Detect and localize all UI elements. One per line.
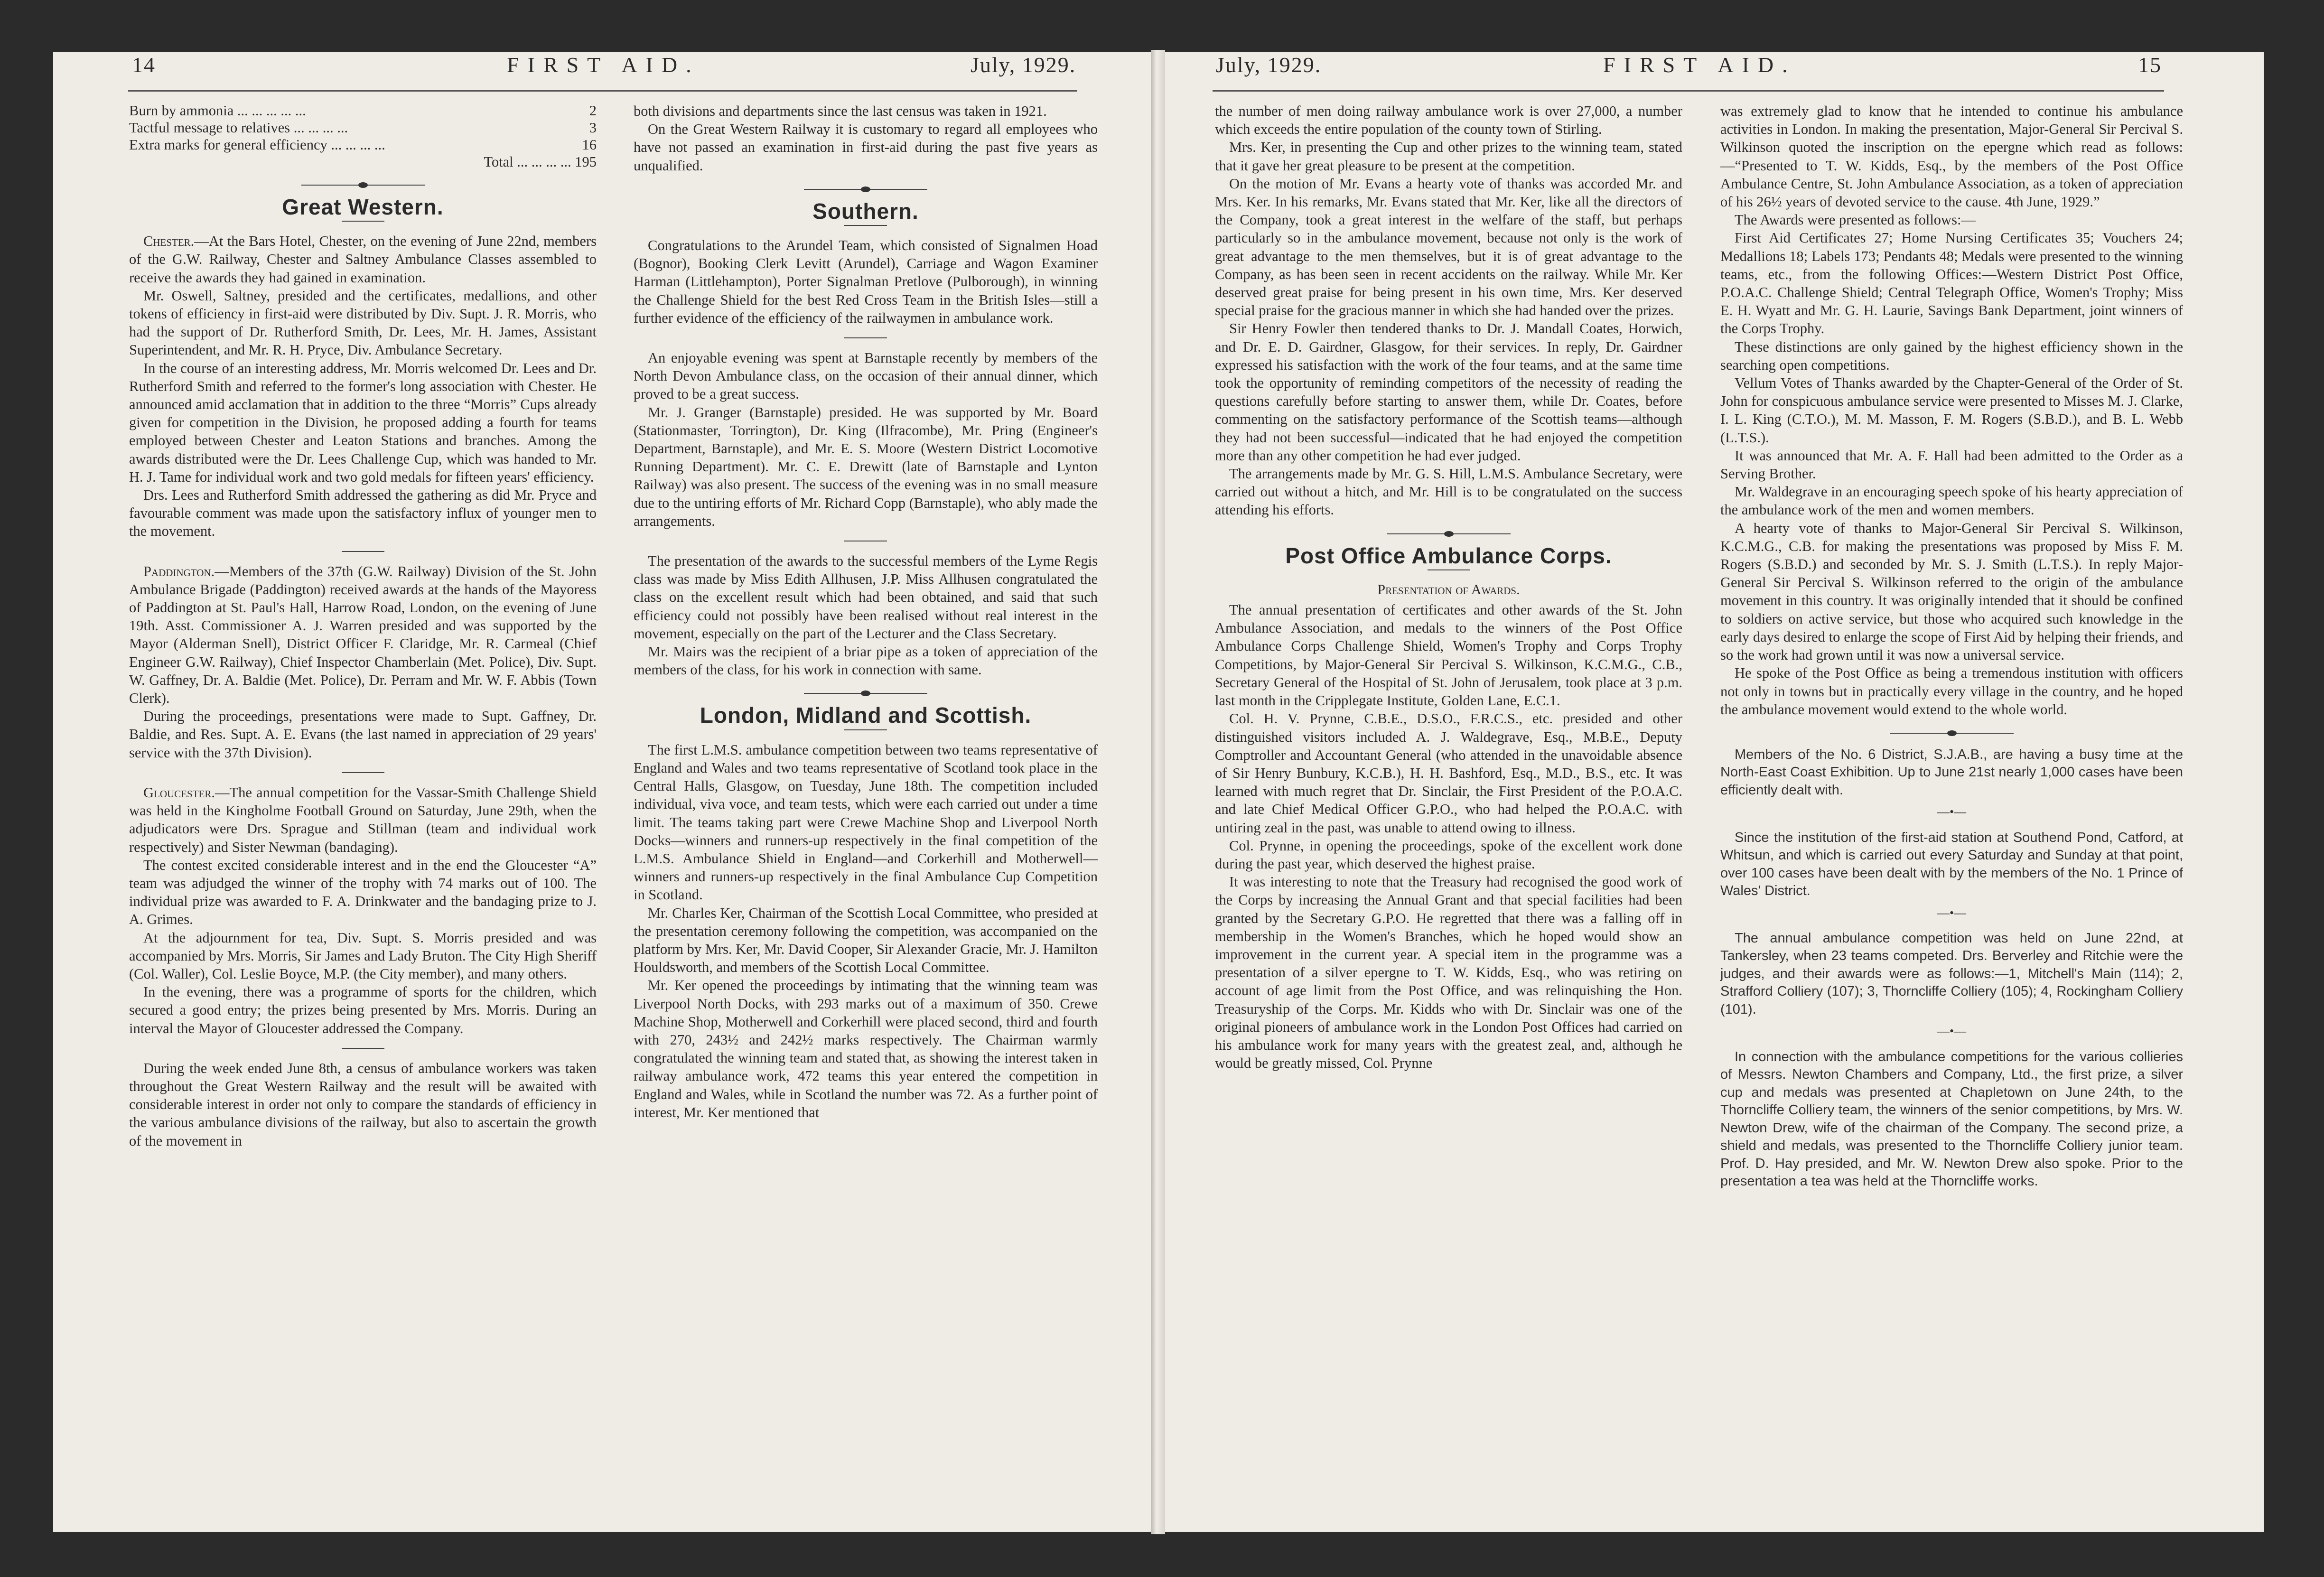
paragraph [129, 562, 597, 708]
paragraph: Mr. Mairs was the recipient of a briar pipe as a token of appreciation of the members of the class, for his work in connection with same. [634, 644, 1098, 678]
date-right: July, 1929. [1216, 53, 1322, 77]
score-value: 2 [589, 103, 597, 119]
paragraph: The contest excited considerable interest and in the end the Gloucester “A” team was adjudged the winner of the trophy with 74 marks out of 100. The individual prize was awarded to F. A. Drinkwater and the bandaging prize to J. A. Grimes. [129, 857, 597, 928]
score-total: Total ... ... ... ... 195 [484, 154, 597, 170]
short-rule [342, 1048, 384, 1049]
score-row [129, 119, 597, 136]
paragraph: both divisions and departments since the last census was taken in 1921. [634, 103, 1047, 119]
running-title-right: FIRST AID. [1603, 53, 1796, 77]
small-ornament: —•— [1937, 1024, 1967, 1038]
paragraph: Col. Prynne, in opening the proceedings, spoke of the excellent work done during the past year, which deserved the highest praise. [1215, 837, 1682, 872]
news-item: Since the institution of the first-aid station at Southend Pond, Catford, at Whitsun, and which is carried out every Saturday and Sunday at that point, over 100 cases have been dealt with by the members of the No. 1 Prince of Wales' District. [1720, 830, 2183, 899]
short-rule [342, 551, 384, 552]
paragraph: Sir Henry Fowler then tendered thanks to Dr. J. Mandall Coates, Horwich, and Dr. E. D. Gairdner, Glasgow, for their services. In reply, Dr. Gairdner expressed his satisfaction with the work of the four teams, and at the same time took the opportunity of reminding competitors of the necessity of reading the questions carefully before starting to answer them, while Dr. Coates, before commenting on the satisfactory performance of the Scottish teams—although they had not been successful—indicated that he had enjoyed the competition more than any other competition he had ever judged. [1215, 320, 1682, 464]
place-name: Chester. [143, 233, 195, 250]
paragraph: Mr. Oswell, Saltney, presided and the certificates, medallions, and other tokens of efficiency in first-aid were distributed by Div. Supt. J. R. Morris, who had the support of Dr. Rutherford Smith, Dr. Lees, Mr. H. James, Assistant Superintendent, and Mr. R. H. Pryce, Div. Ambulance Secretary. [129, 287, 597, 358]
section-heading: Great Western. [282, 195, 444, 219]
score-label: Tactful message to relatives ... ... ... ... [129, 120, 348, 136]
paragraph: Mr. Charles Ker, Chairman of the Scottish Local Committee, who presided at the presentation ceremony following the competition, was accompanied on the platform by Mrs. Ker, Mr. David Cooper, Sir Alexander Gracie, Mr. J. Hamilton Houldsworth, and members of the Scottish Local Committee. [634, 905, 1098, 976]
paragraph-text: —Members of the 37th (G.W. Railway) Division of the St. John Ambulance Brigade (Paddington) received awards at the hands of the Mayoress of Paddington at St. Paul's Hall, Harrow Road, London, on the evening of June 19th. Asst. Commissioner A. J. Warren presided and was supported by the Mayor (Alderman Snell), District Officer F. Claridge, Mr. R. Carmeal (Chief Engineer G.W. Railway), Chief Inspector Chamberlain (Met. Police), Div. Supt. W. Gaffney, Dr. A. Baldie (Met. Police), Dr. Perram and Mr. W. F. Abbis (Town Clerk). [129, 563, 597, 707]
paragraph: At the adjournment for tea, Div. Supt. S. Morris presided and was accompanied by Mrs. Morris, Sir James and Lady Bruton. The City High Sheriff (Col. Waller), Col. Leslie Boyce, M.P. (the City member), and many others. [129, 929, 597, 982]
section-heading: Southern. [812, 198, 919, 224]
paragraph: the number of men doing railway ambulance work is over 27,000, a number which exceeds the entire population of the county town of Stirling. [1215, 103, 1682, 138]
running-title-left: FIRST AID. [507, 53, 700, 77]
paragraph: In the evening, there was a programme of sports for the children, which secured a good entry; the prizes being presented by Mrs. Morris. During an interval the Mayor of Gloucester addressed the Company. [129, 984, 597, 1036]
section-heading: Post Office Ambulance Corps. [1285, 543, 1612, 568]
paragraph: Congratulations to the Arundel Team, which consisted of Signalmen Hoad (Bognor), Booking Clerk Levitt (Arundel), Carriage and Wagon Examiner Harman (Littlehampton), Porter Signalman Pretlove (Pulborough), in winning the Challenge Shield for the best Red Cross Team in the British Isles—still a further evidence of the efficiency of the railwaymen in ambulance work. [634, 237, 1098, 326]
left-column-1 [129, 102, 597, 1150]
paragraph: In the course of an interesting address, Mr. Morris welcomed Dr. Lees and Dr. Rutherford Smith and referred to the former's long association with Chester. He announced amid acclamation that in addition to the three “Morris” Cups already given for competition in the Division, he proposed adding a fourth for teams employed between Chester and Leaton Stations and branches. Among the awards distributed were the Dr. Lees Challenge Cup, which was handed to Mr. H. J. Tame for individual work and two gold medals for fifteen years' efficiency. [129, 360, 597, 485]
paragraph: An enjoyable evening was spent at Barnstaple recently by members of the North Devon Ambulance class, on the occasion of their annual dinner, which proved to be a great success. [634, 350, 1098, 402]
header-rule-right [1213, 90, 2164, 92]
paragraph: On the motion of Mr. Evans a hearty vote of thanks was accorded Mr. and Mrs. Ker. In his remarks, Mr. Evans stated that Mr. Ker, like all the directors of the Company, took a great interest in the welfare of the staff, but perhaps particularly so in the ambulance movement, because not only is the work of great advantage to the men themselves, but it is of great advantage to the Company, as has been seen in recent accidents on the railway. While Mr. Ker deserved great praise for being present in his own time, Mrs. Ker deserved special praise for the gracious manner in which she had handed over the prizes. [1215, 175, 1682, 319]
right-column-1 [1215, 102, 1682, 1072]
paragraph-text: —At the Bars Hotel, Chester, on the evening of June 22nd, members of the G.W. Railway, Chester and Saltney Ambulance Classes assembled to receive the awards they had gained in examination. [129, 233, 597, 286]
score-row [129, 102, 597, 119]
paragraph: Mr. Waldegrave in an encouraging speech spoke of his hearty appreciation of the ambulance work of the men and women members. [1720, 484, 2183, 518]
score-label: Burn by ammonia ... ... ... ... ... [129, 103, 306, 119]
score-value: 3 [589, 120, 597, 136]
paragraph: First Aid Certificates 27; Home Nursing Certificates 35; Vouchers 24; Medallions 18; Labels 173; Pendants 48; Medals were presented to the winning teams, etc., from the following Offices:—Western District Post Office, P.O.A.C. Challenge Shield; Central Telegraph Office, Women's Trophy; Miss E. H. Wyatt and Mr. G. H. Laurie, Savings Bank Department, joint winners of the Corps Trophy. [1720, 230, 2183, 337]
short-rule [1428, 569, 1470, 570]
subheading: Presentation of Awards. [1377, 581, 1520, 597]
paragraph: The presentation of the awards to the successful members of the Lyme Regis class was made by Miss Edith Allhusen, J.P. Miss Allhusen congratulated the class on the excellent result which had been obtained, and said that such efficiency could not possibly have been realised without real interest in the movement, especially on the part of the Lecturer and the Class Secretary. [634, 553, 1098, 642]
paragraph: Col. H. V. Prynne, C.B.E., D.S.O., F.R.C.S., etc. presided and other distinguished visitors included A. J. Waldegrave, Esq., M.B.E., Deputy Comptroller and Accountant General (who attended in the unavoidable absence of Sir Henry Bunbury, K.C.B.), H. H. Bashford, Esq., M.D., B.S., etc. It was learned with much regret that Dr. Sinclair, the First President of the P.O.A.C. and late Chief Medical Officer G.P.O., who had helped the P.O.A.C. with untiring zeal in the past, was unable to attend owing to illness. [1215, 710, 1682, 836]
paragraph: Mr. Ker opened the proceedings by intimating that the winning team was Liverpool North Docks, with 293 marks out of a maximum of 350. Crewe Machine Shop, Motherwell and Corkerhill were placed second, third and fourth with 270, 243½ and 242½ marks respectively. The Chairman warmly congratulated the winning team and stated that, as showing the interest taken in railway ambulance work, 472 teams this year entered the competition in England and Wales, while in Scotland the number was 72. As a further point of interest, Mr. Ker mentioned that [634, 977, 1098, 1120]
paragraph: A hearty vote of thanks to Major-General Sir Percival S. Wilkinson, K.C.M.G., C.B. for making the presentations was proposed by Miss F. M. Rogers (S.B.D.) and seconded by Mr. S. J. Smith (L.T.S.). In reply Major-General Sir Percival S. Wilkinson referred to the origin of the ambulance movement in this country. It was originally intended that it should be confined to soldiers on active service, but those who acquired such knowledge in the early days desired to enlarge the scope of First Aid by helping their friends, and so the work had grown until it was now a universal service. [1720, 520, 2183, 663]
short-rule [844, 729, 887, 730]
paragraph: He spoke of the Post Office as being a tremendous institution with officers not only in towns but in practically every village in the country, and he hoped the ambulance movement would extend to the whole world. [1720, 665, 2183, 718]
short-rule [844, 225, 887, 226]
paragraph: The Awards were presented as follows:— [1735, 212, 1976, 228]
date-left: July, 1929. [971, 53, 1076, 77]
paragraph: was extremely glad to know that he intended to continue his ambulance activities in London. In making the presentation, Major-General Sir Percival S. Wilkinson quoted the inscription on the epergne which read as follows:—“Presented to T. W. Kidds, Esq., by the members of the Post Office Ambulance Centre, St. John Ambulance Association, as a token of appreciation of his 26½ years of devoted service to the cause. 4th June, 1929.” [1720, 103, 2183, 210]
ornament-divider [1890, 733, 2014, 734]
page-number-right: 15 [2138, 53, 2162, 77]
ornament-divider [804, 189, 927, 190]
paragraph: On the Great Western Railway it is customary to regard all employees who have not passed an examination in first-aid during the past five years as unqualified. [634, 121, 1098, 174]
paragraph: It was announced that Mr. A. F. Hall had been admitted to the Order as a Serving Brother. [1720, 447, 2183, 482]
short-rule [342, 772, 384, 773]
ornament-divider [1387, 533, 1511, 534]
right-column-2 [1720, 102, 2183, 1191]
small-ornament: —•— [1937, 905, 1967, 920]
paragraph: Mr. J. Granger (Barnstaple) presided. He was supported by Mr. Board (Stationmaster, Torrington), Dr. King (Ilfracombe), Mr. Pring (Engineer's Department, Barnstaple), and Mr. E. S. Moore (Western District Locomotive Running Department). Mr. C. E. Drewitt (late of Barnstaple and Lynton Railway) was also present. The success of the evening was in no small measure due to the untiring efforts of Mr. Richard Copp (Barnstaple), who ably made the arrangements. [634, 404, 1098, 529]
left-column-2 [634, 102, 1098, 1121]
paragraph-text: —The annual competition for the Vassar-Smith Challenge Shield was held in the Kingholme Football Ground on Saturday, June 29th, when the adjudicators were Drs. Sprague and Stillman (team and individual work respectively) and Sister Newman (bandaging). [129, 784, 597, 855]
paragraph [129, 784, 597, 856]
paragraph [129, 232, 597, 287]
place-name: Gloucester. [143, 784, 215, 801]
score-value: 16 [582, 137, 597, 153]
book-spine [1151, 50, 1165, 1534]
score-label: Extra marks for general efficiency ... ... ... ... [129, 137, 385, 153]
paragraph: The first L.M.S. ambulance competition between two teams representative of England and Wales and two teams representative of Scotland took place in the Central Halls, Glasgow, on Tuesday, June 18th. The competition included individual, viva voce, and team tests, which were each carried out under a time limit. The teams taking part were Crewe Machine Shop and Liverpool North Docks—winners and runners-up respectively in the final competition of the L.M.S. Ambulance Shield in England—and Corkerhill and Motherwell—winners and runners-up respectively in the final Ambulance Cup Competition in Scotland. [634, 741, 1098, 903]
news-item: Members of the No. 6 District, S.J.A.B., are having a busy time at the North-East Coast Exhibition. Up to June 21st nearly 1,000 cases have been efficiently dealt with. [1720, 747, 2183, 798]
section-heading: London, Midland and Scottish. [700, 703, 1032, 728]
paragraph: During the week ended June 8th, a census of ambulance workers was taken throughout the Great Western Railway and the result will be awaited with considerable interest in order not only to compare the standards of efficiency in the various ambulance divisions of the railway, but also to ascertain the growth of the movement in [129, 1060, 597, 1149]
paragraph: During the proceedings, presentations were made to Supt. Gaffney, Dr. Baldie, and Res. Supt. A. E. Evans (the last named in appreciation of 29 years' service with the 37th Division). [129, 708, 597, 761]
news-item: The annual ambulance competition was held on June 22nd, at Tankersley, when 23 teams competed. Drs. Berverley and Ritchie were the judges, and their awards were as follows:—1, Mitchell's Main (114); 2, Strafford Colliery (107); 3, Thorncliffe Colliery (105); 4, Rockingham Colliery (101). [1720, 930, 2183, 1017]
paragraph: Drs. Lees and Rutherford Smith addressed the gathering as did Mr. Pryce and favourable comment was made upon the satisfactory influx of younger men to the movement. [129, 487, 597, 540]
score-row [129, 136, 597, 153]
paragraph: Vellum Votes of Thanks awarded by the Chapter-General of the Order of St. John for conspicuous ambulance service were presented to Misses M. J. Clarke, I. L. King (C.T.O.), M. M. Masson, F. M. Rogers (S.B.D.), and B. L. Webb (L.T.S.). [1720, 375, 2183, 446]
paragraph: It was interesting to note that the Treasury had recognised the good work of the Corps by increasing the Annual Grant and that special facilities had been granted by the Secretary G.P.O. He regretted that there was a falling off in membership in the Women's Branches, which he hoped would show an improvement in the current year. A special item in the programme was a presentation of a silver epergne to T. W. Kidds, Esq., who was retiring on account of age limit from the Post Office, and was relinquishing the Hon. Treasuryship of the Corps. Mr. Kidds who with Dr. Sinclair was one of the original pioneers of ambulance work in the London Post Offices had carried on his ambulance work for many years with the greatest zeal, and, although he would be greatly missed, Col. Prynne [1215, 874, 1682, 1072]
page-number-left: 14 [132, 53, 156, 77]
paragraph: The annual presentation of certificates and other awards of the St. John Ambulance Association, and medals to the winners of the Post Office Ambulance Corps Challenge Shield, Women's Trophy and Corps Trophy Competitions, by Major-General Sir Percival S. Wilkinson, K.C.M.G., C.B., Secretary General of the Hospital of St. John of Jerusalem, took place at 3 p.m. last month in the Cripplegate Institute, Golden Lane, E.C.1. [1215, 602, 1682, 709]
header-rule-left [128, 90, 1077, 92]
ornament-divider [804, 693, 927, 694]
paragraph: These distinctions are only gained by the highest efficiency shown in the searching open competitions. [1720, 338, 2183, 373]
short-rule [844, 337, 887, 338]
short-rule [342, 221, 384, 222]
ornament-divider [301, 185, 425, 186]
news-item: In connection with the ambulance competitions for the various collieries of Messrs. Newton Chambers and Company, Ltd., the first prize, a silver cup and medals was presented at Chapletown on June 24th, to the Thorncliffe Colliery team, the winners of the senior competitions, by Mrs. W. Newton Drew, wife of the chairman of the Company. The second prize, a shield and medals, was presented to the Thorncliffe Colliery junior team. Prof. D. Hay presided, and Mr. W. Newton Drew also spoke. Prior to the presentation a tea was held at the Thorncliffe works. [1720, 1049, 2183, 1189]
place-name: Paddington. [143, 563, 215, 579]
small-ornament: —•— [1937, 805, 1967, 819]
paragraph: The arrangements made by Mr. G. S. Hill, L.M.S. Ambulance Secretary, were carried out without a hitch, and Mr. Hill is to be congratulated on the success attending his efforts. [1215, 466, 1682, 518]
paragraph: Mrs. Ker, in presenting the Cup and other prizes to the winning team, stated that it gave her great pleasure to be present at the competition. [1215, 139, 1682, 174]
